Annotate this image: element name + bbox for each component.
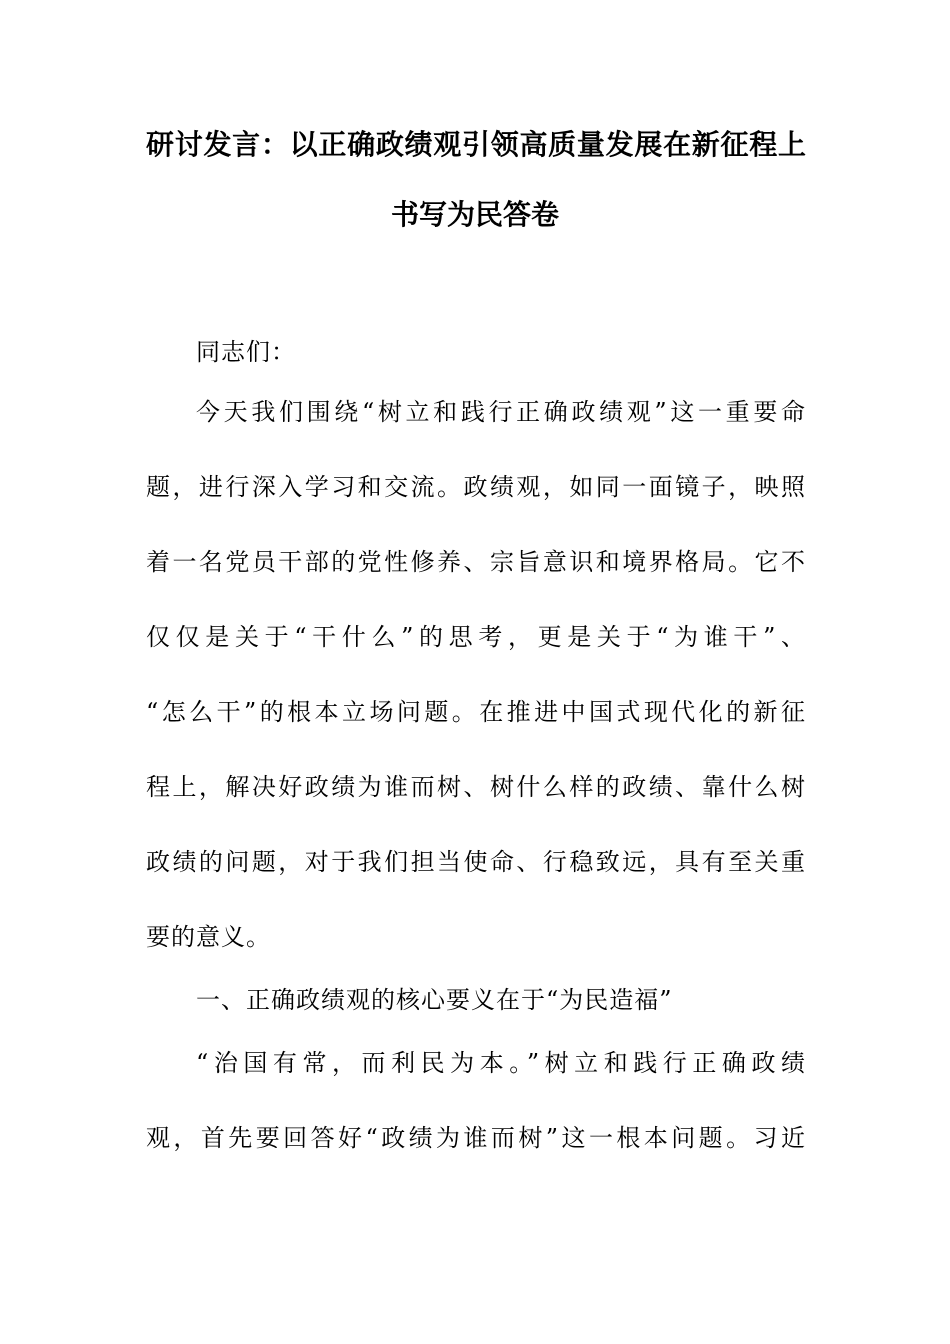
text-line: 要的意义。 (146, 923, 271, 951)
text-line: “治国有常，而利民为本。”树立和践行正确政绩 (196, 1049, 806, 1077)
salutation: 同志们： (196, 338, 296, 366)
text-line: 观，首先要回答好“政绩为谁而树”这一根本问题。习近 (146, 1124, 806, 1152)
text-line: 政绩的问题，对于我们担当使命、行稳致远，具有至关重 (146, 848, 806, 876)
document-title-line-2: 书写为民答卷 (390, 198, 559, 231)
document-title-line-1: 研讨发言：以正确政绩观引领高质量发展在新征程上 (146, 128, 806, 161)
section-heading: 一、正确政绩观的核心要义在于“为民造福” (196, 986, 673, 1014)
text-line: 今天我们围绕“树立和践行正确政绩观”这一重要命 (196, 398, 806, 426)
text-line: 题，进行深入学习和交流。政绩观，如同一面镜子，映照 (146, 473, 806, 501)
text-line: 程上，解决好政绩为谁而树、树什么样的政绩、靠什么树 (146, 773, 806, 801)
text-line: 仅仅是关于“干什么”的思考，更是关于“为谁干”、 (146, 623, 806, 651)
text-line: 着一名党员干部的党性修养、宗旨意识和境界格局。它不 (146, 548, 806, 576)
text-line: “怎么干”的根本立场问题。在推进中国式现代化的新征 (146, 698, 806, 726)
